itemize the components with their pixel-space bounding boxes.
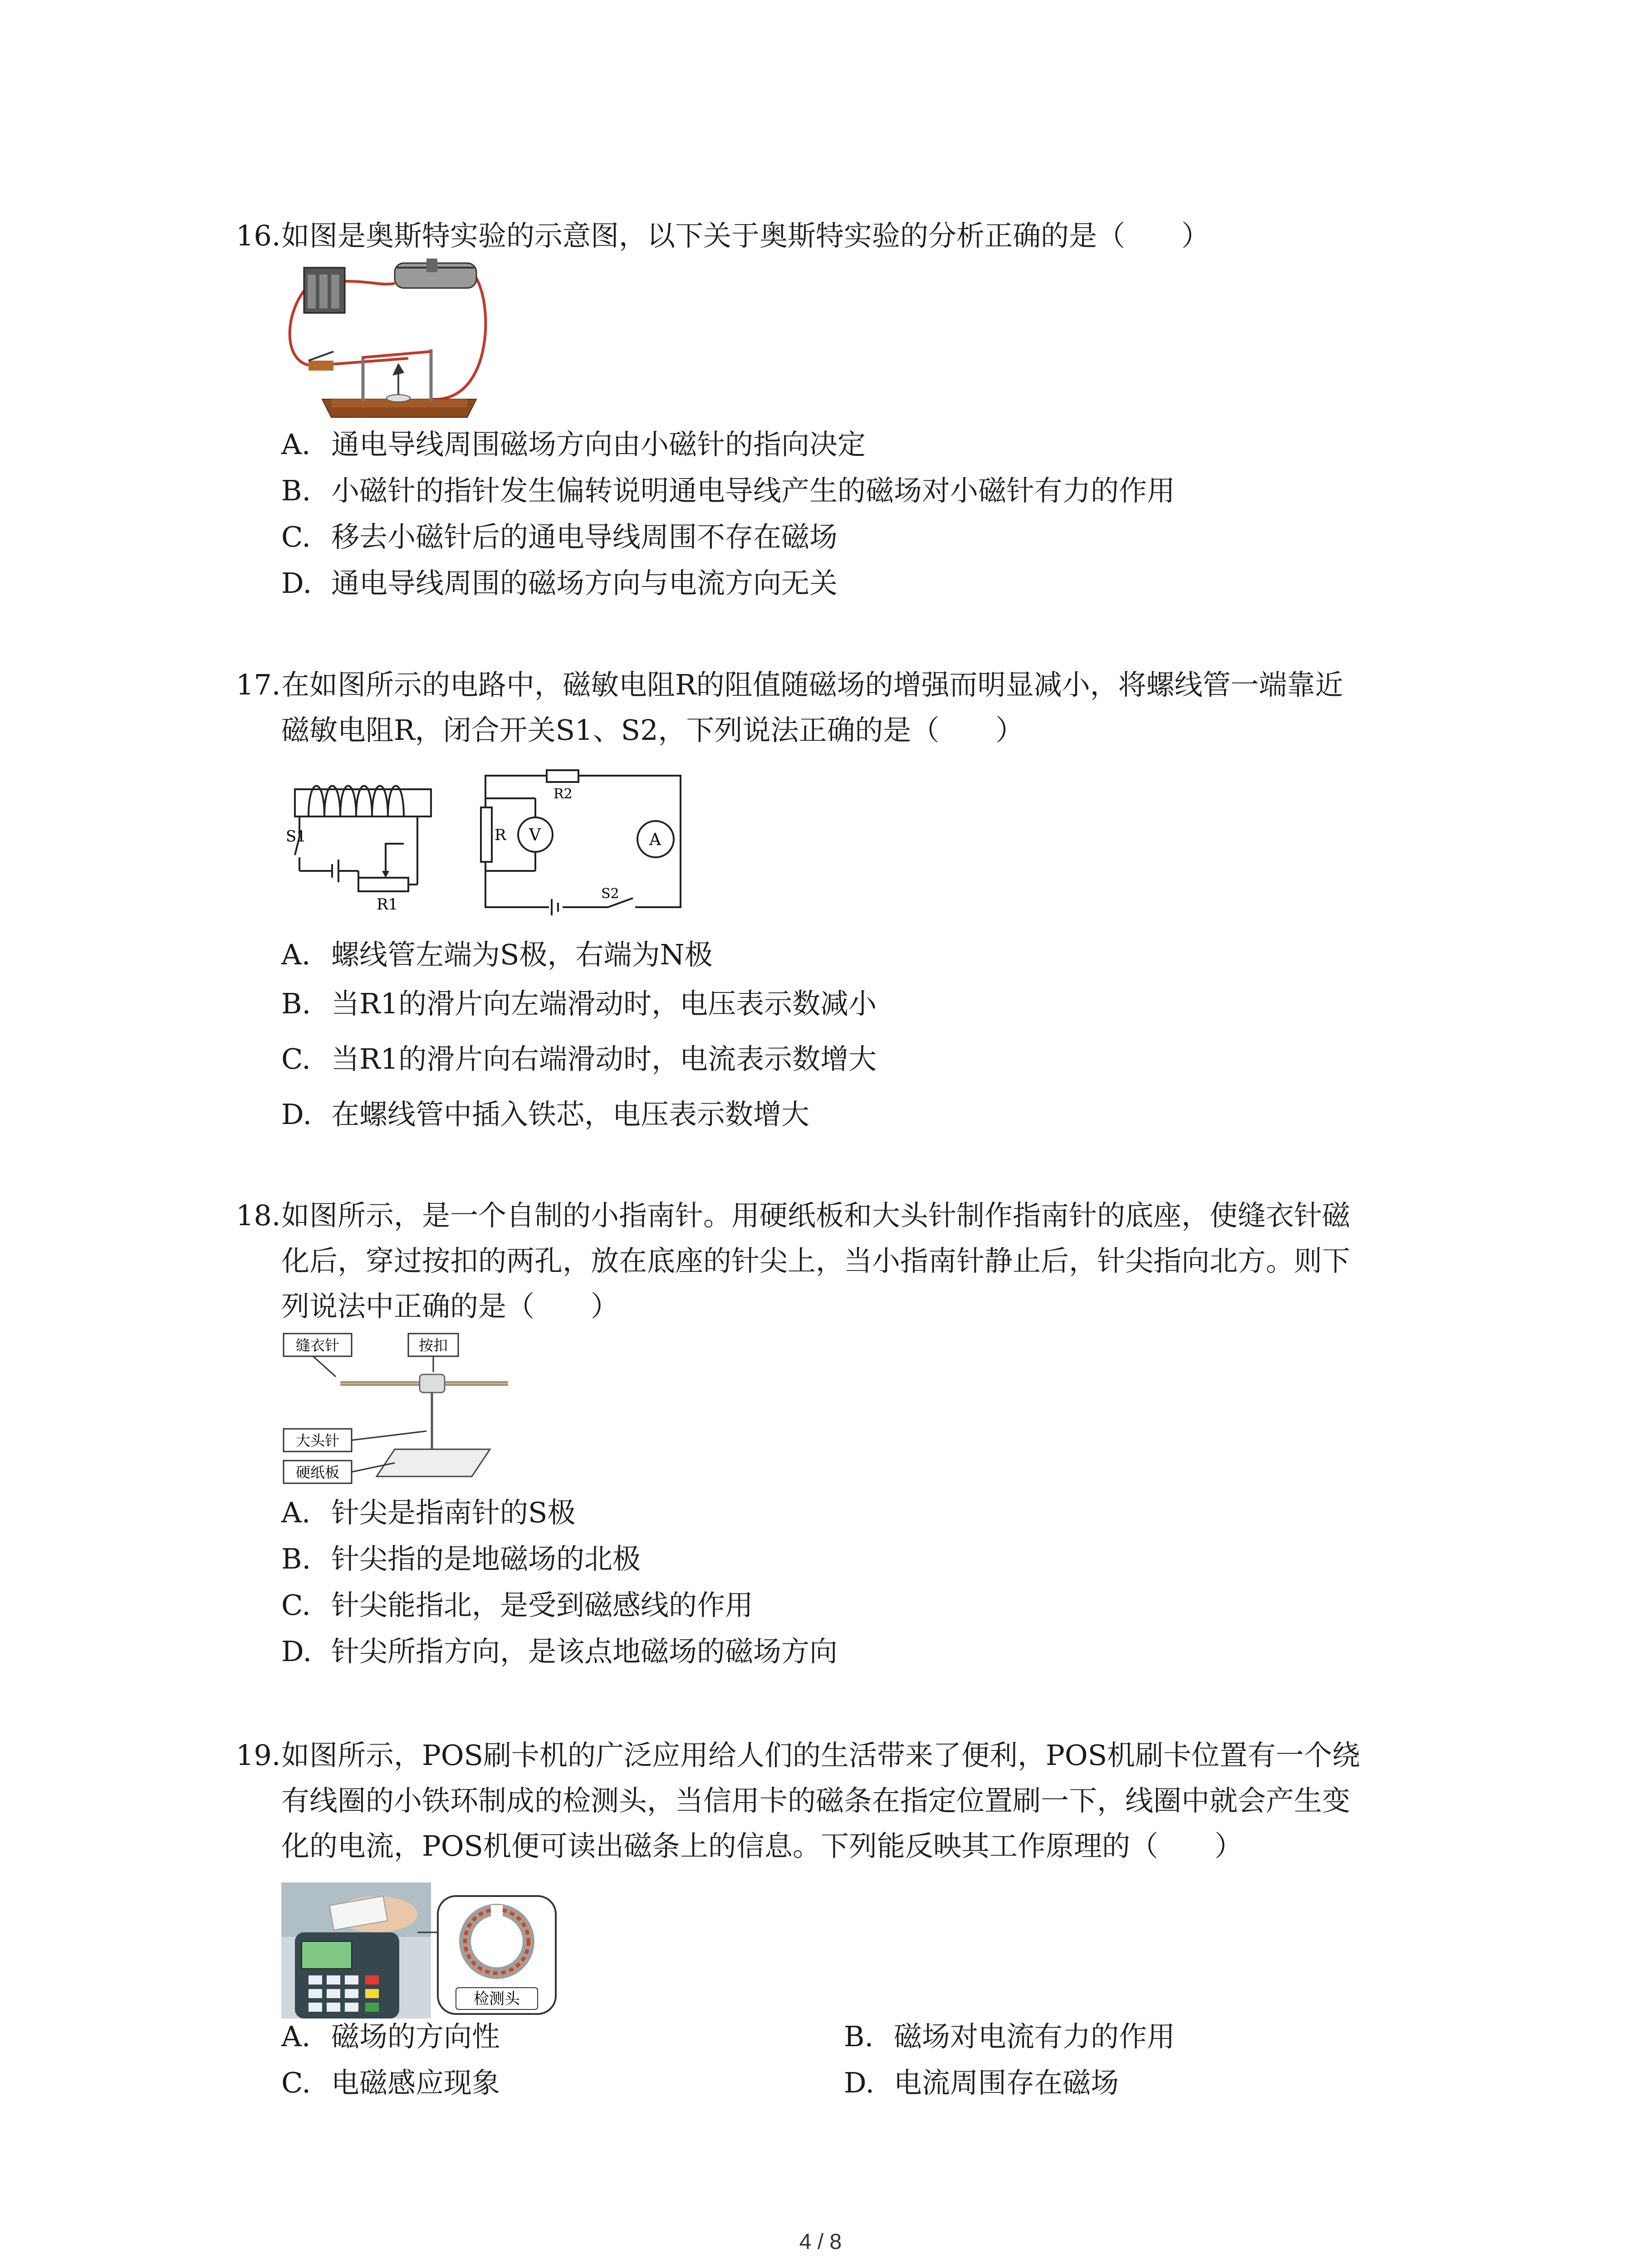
option-18-d[interactable]: D. 针尖所指方向，是该点地磁场的磁场方向 <box>281 1635 838 1668</box>
question-19-stem: 19.如图所示，POS刷卡机的广泛应用给人们的生活带来了便利，POS机刷卡位置有一个绕 有线圈的小铁环制成的检测头，当信用卡的磁条在指定位置刷一下，线圈中就会产生变 化的电流，POS机便可读出磁条上的信息。下列能反映其工作原理的（ ） <box>236 1733 1461 1869</box>
r2-label: R2 <box>554 786 573 802</box>
option-16-a[interactable]: A. 通电导线周围磁场方向由小磁针的指向决定 <box>281 428 866 461</box>
option-19-c[interactable]: C. 电磁感应现象 <box>281 2066 500 2099</box>
ammeter-label: A <box>649 831 661 849</box>
question-number: 17. <box>236 668 281 701</box>
s2-label: S2 <box>601 886 619 902</box>
question-number: 16. <box>236 219 281 252</box>
button-label: 按扣 <box>418 1337 448 1354</box>
question-18-stem: 18.如图所示，是一个自制的小指南针。用硬纸板和大头针制作指南针的底座，使缝衣针磁 化后，穿过按扣的两孔，放在底座的针尖上，当小指南针静止后，针尖指向北方。则下 列说法中正确的是（ ） <box>236 1193 1461 1329</box>
option-17-a[interactable]: A. 螺线管左端为S极，右端为N极 <box>281 938 713 971</box>
circuit-figure <box>281 767 690 921</box>
pos-machine-figure <box>281 1882 563 2019</box>
r1-label: R1 <box>377 895 398 914</box>
detection-head-label: 检测头 <box>474 1990 520 2008</box>
option-18-a[interactable]: A. 针尖是指南针的S极 <box>281 1496 576 1529</box>
compass-figure <box>281 1331 517 1490</box>
option-18-b[interactable]: B. 针尖指的是地磁场的北极 <box>281 1542 641 1575</box>
s1-label: S1 <box>286 827 306 846</box>
option-17-d[interactable]: D. 在螺线管中插入铁芯，电压表示数增大 <box>281 1098 810 1131</box>
question-number: 18. <box>236 1199 281 1232</box>
pin-label: 大头针 <box>295 1432 340 1449</box>
question-16-stem: 16.如图是奥斯特实验的示意图，以下关于奥斯特实验的分析正确的是（ ） <box>236 213 1461 259</box>
option-19-a[interactable]: A. 磁场的方向性 <box>281 2020 500 2053</box>
option-16-b[interactable]: B. 小磁针的指针发生偏转说明通电导线产生的磁场对小磁针有力的作用 <box>281 474 1176 507</box>
board-label: 硬纸板 <box>295 1464 340 1481</box>
option-17-b[interactable]: B. 当R1的滑片向左端滑动时，电压表示数减小 <box>281 987 877 1020</box>
option-18-c[interactable]: C. 针尖能指北，是受到磁感线的作用 <box>281 1589 754 1622</box>
needle-label: 缝衣针 <box>295 1337 340 1354</box>
option-17-c[interactable]: C. 当R1的滑片向右端滑动时，电流表示数增大 <box>281 1042 877 1075</box>
option-19-b[interactable]: B. 磁场对电流有力的作用 <box>844 2020 1176 2053</box>
voltmeter-label: V <box>529 826 541 845</box>
r-label: R <box>495 826 506 844</box>
option-16-c[interactable]: C. 移去小磁针后的通电导线周围不存在磁场 <box>281 520 838 553</box>
page-number: 4 / 8 <box>799 2230 842 2254</box>
option-16-d[interactable]: D. 通电导线周围的磁场方向与电流方向无关 <box>281 567 838 600</box>
question-17-stem: 17.在如图所示的电路中，磁敏电阻R的阻值随磁场的增强而明显减小，将螺线管一端靠近 磁敏电阻R，闭合开关S1、S2，下列说法正确的是（ ） <box>236 662 1461 753</box>
option-19-d[interactable]: D. 电流周围存在磁场 <box>844 2066 1119 2099</box>
oersted-experiment-figure <box>281 254 499 422</box>
question-number: 19. <box>236 1739 281 1772</box>
